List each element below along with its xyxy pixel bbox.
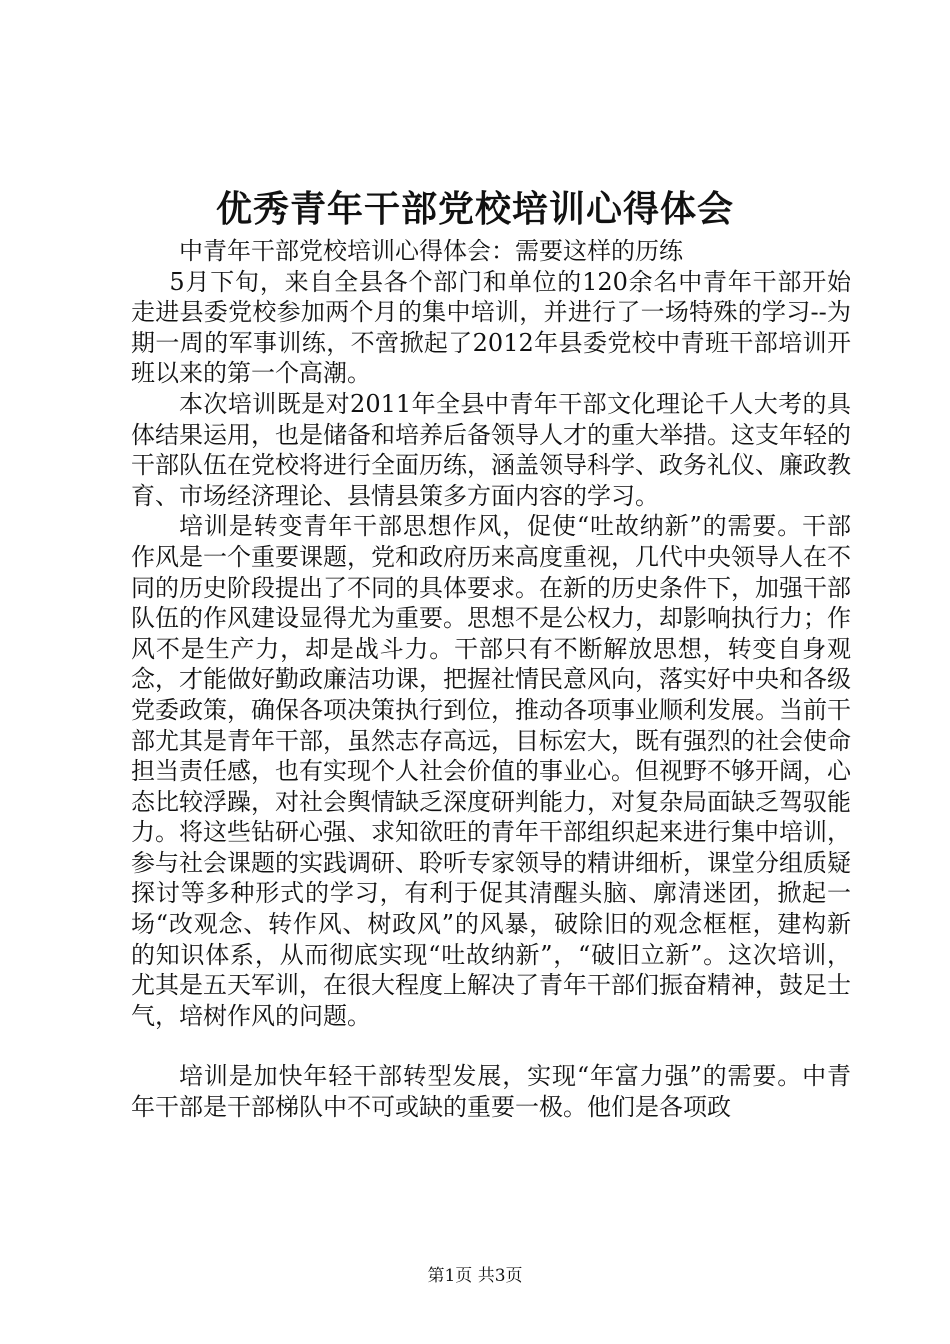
document-body	[131, 236, 851, 1123]
paragraph-1: 5月下旬，来自全县各个部门和单位的120余名中青年干部开始走进县委党校参加两个月的集中培训，并进行了一场特殊的学习--为期一周的军事训练，不啻掀起了2012年县委党校中青班干部培训开班以来的第一个高潮。	[131, 267, 851, 388]
document-title: 优秀青年干部党校培训心得体会	[215, 188, 734, 230]
page-footer: 第1页 共3页	[427, 1266, 523, 1286]
paragraph-3: 培训是转变青年干部思想作风，促使“吐故纳新”的需要。干部作风是一个重要课题，党和政府历来高度重视，几代中央领导人在不同的历史阶段提出了不同的具体要求。在新的历史条件下，加强干部队伍的作风建设显得尤为重要。思想不是公权力，却影响执行力；作风不是生产力，却是战斗力。干部只有不断解放思想，转变自身观念，才能做好勤政廉洁功课，把握社情民意风向，落实好中央和各级党委政策，确保各项决策执行到位，推动各项事业顺利发展。当前干部尤其是青年干部，虽然志存高远，目标宏大，既有强烈的社会使命担当责任感，也有实现个人社会价值的事业心。但视野不够开阔，心态比较浮躁，对社会舆情缺乏深度研判能力，对复杂局面缺乏驾驭能力。将这些钻研心强、求知欲旺的青年干部组织起来进行集中培训，参与社会课题的实践调研、聆听专家领导的精讲细析，课堂分组质疑探讨等多种形式的学习，有利于促其清醒头脑、廓清迷团，掀起一场“改观念、转作风、树政风”的风暴，破除旧的观念框框，建构新的知识体系，从而彻底实现“吐故纳新”，“破旧立新”。这次培训，尤其是五天军训，在很大程度上解决了青年干部们振奋精神，鼓足士气，培树作风的问题。	[131, 512, 851, 1030]
paragraph-subtitle: 中青年干部党校培训心得体会：需要这样的历练	[179, 237, 683, 265]
paragraph-4: 培训是加快年轻干部转型发展，实现“年富力强”的需要。中青年干部是干部梯队中不可或缺的重要一极。他们是各项政	[131, 1062, 851, 1122]
paragraph-2: 本次培训既是对2011年全县中青年干部文化理论千人大考的具体结果运用，也是储备和培养后备领导人才的重大举措。这支年轻的干部队伍在党校将进行全面历练，涵盖领导科学、政务礼仪、廉政教育、市场经济理论、县情县策多方面内容的学习。	[131, 389, 851, 510]
